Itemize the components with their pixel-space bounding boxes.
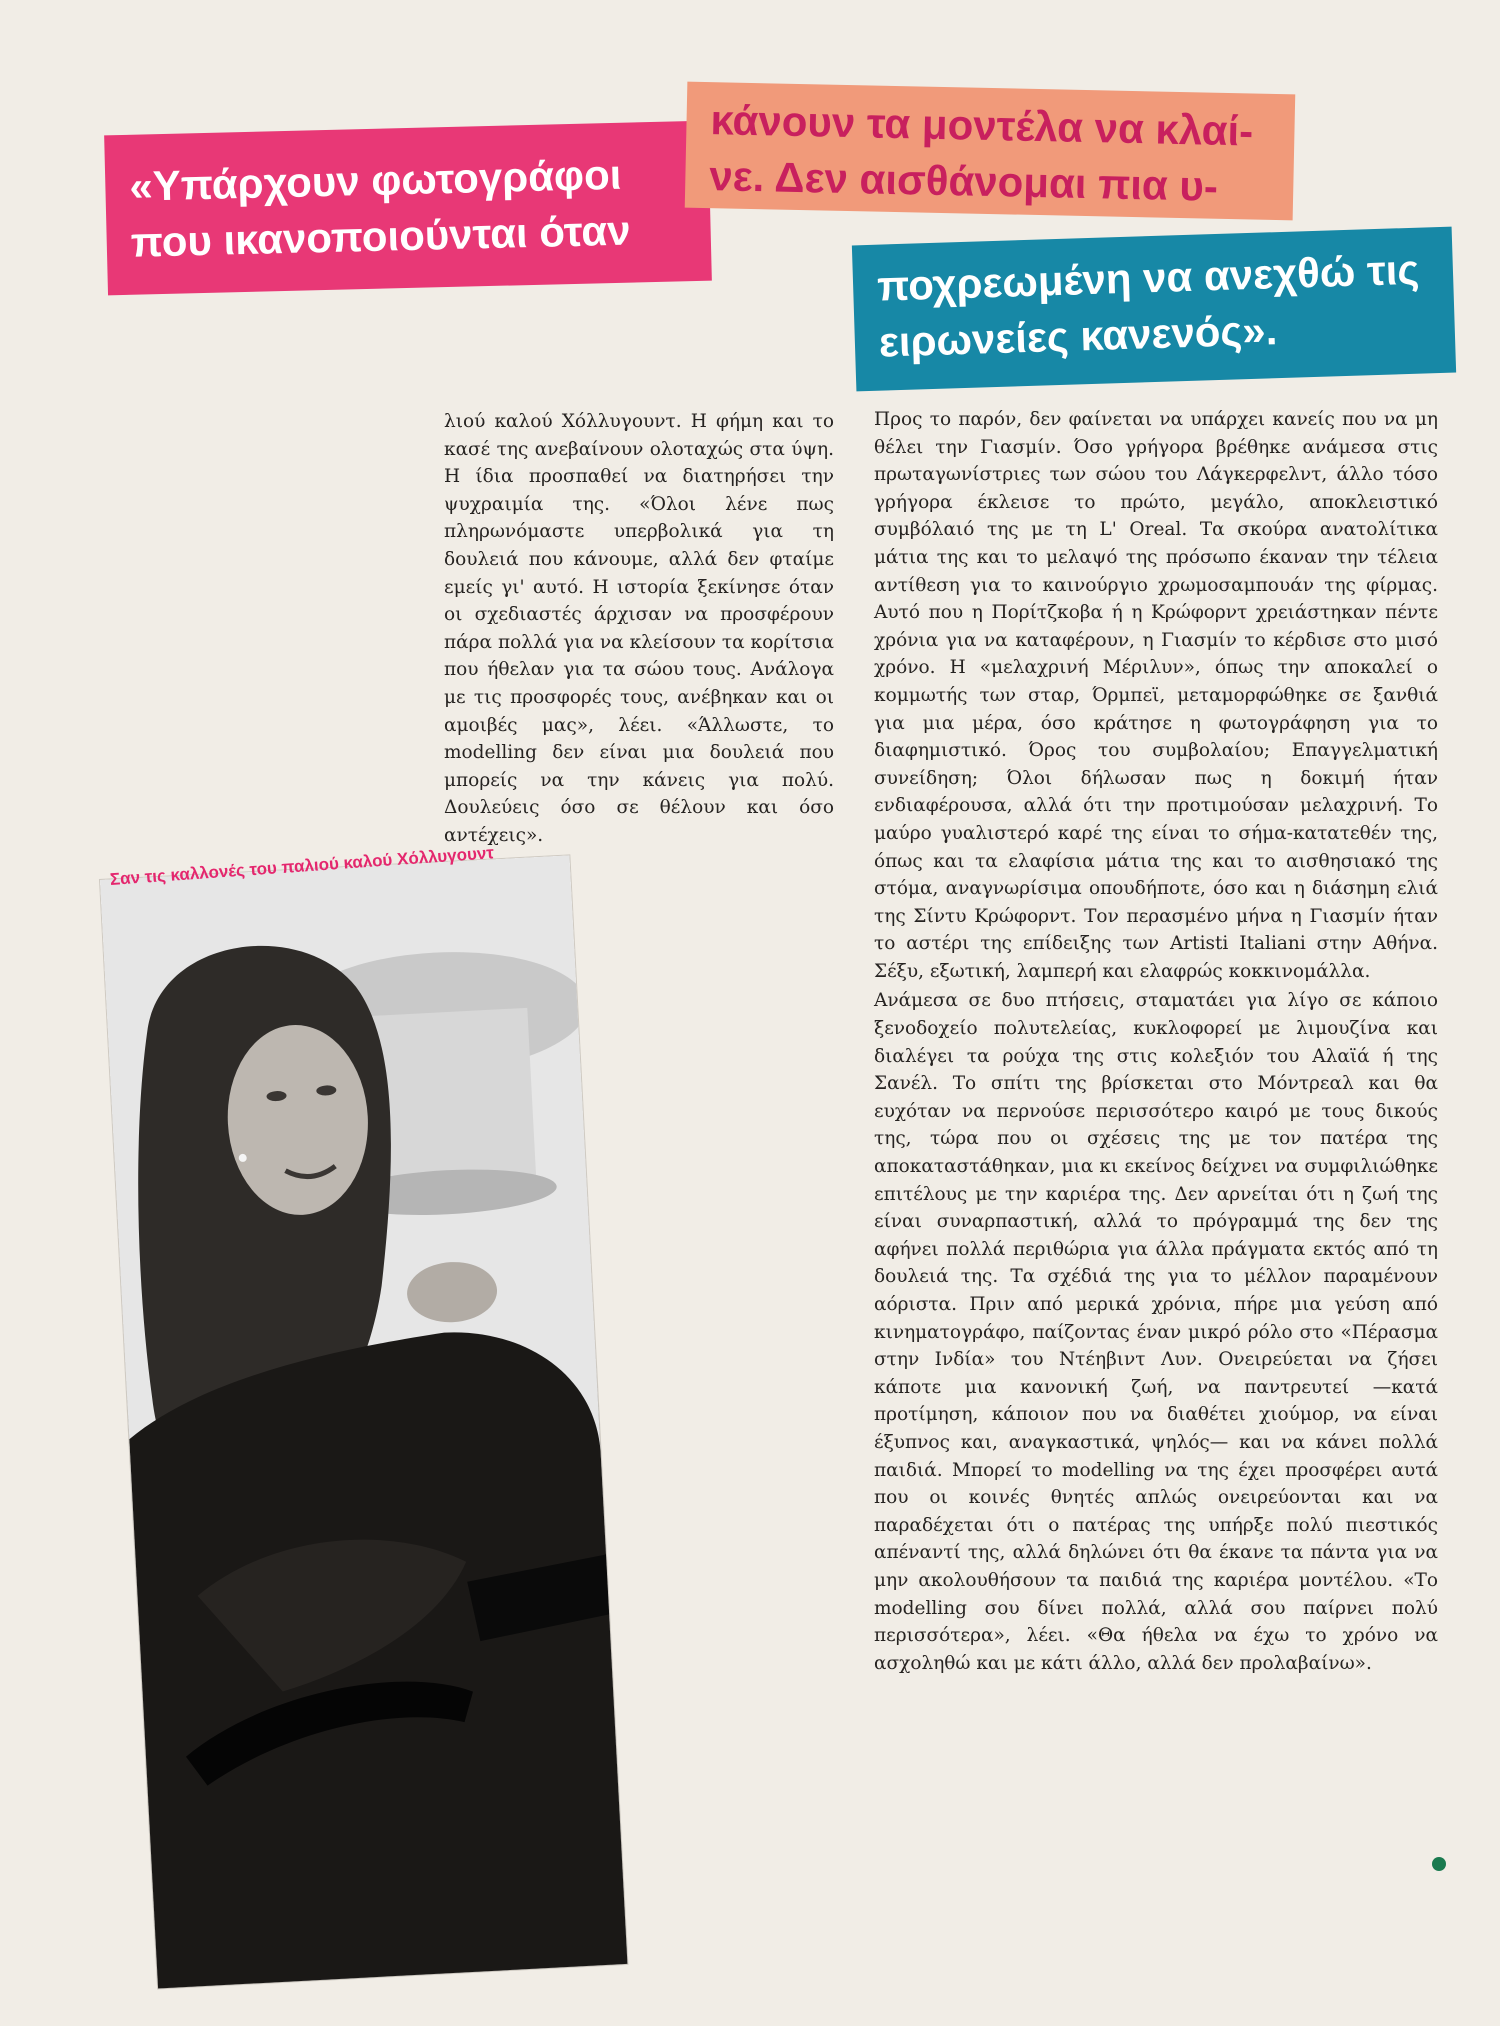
- pull-quote-line: «Υπάρχουν φωτογράφοι: [128, 150, 622, 210]
- pull-quote-teal: [852, 227, 1456, 392]
- article-column-right: [874, 406, 1438, 1677]
- article-paragraph: Ανάμεσα σε δυο πτήσεις, σταματάει για λίγο σε κάποιο ξενοδοχείο πολυτελείας, κυκλοφορεί με λιμουζίνα και διαλέγει τα ρούχα της στις κολεξιόν του Αλαϊά ή της Σανέλ. Το σπίτι της βρίσκεται στο Μόντρεαλ και θα ευχόταν να περνούσε περισσότερο καιρό με τους δικούς της, τώρα που οι σχέσεις της με τον πατέρα της αποκαταστάθηκαν, μια κι εκείνος δείχνει να συμφιλιώθηκε επιτέλους με την καριέρα της. Δεν αρνείται ότι η ζωή της είναι συναρπαστική, αλλά το πρόγραμμά της δεν της αφήνει πολλά περιθώρια για άλλα πράγματα εκτός από τη δουλειά της. Τα σχέδιά της για το μέλλον παραμένουν αόριστα. Πριν από μερικά χρόνια, πήρε μια γεύση από κινηματογράφο, παίζοντας έναν μικρό ρόλο στο «Πέρασμα στην Ινδία» του Ντέηβιντ Λυν. Ονειρεύεται να ζήσει κάποτε μια κανονική ζωή, να παντρευτεί —κατά προτίμηση, κάποιον που να διαθέτει χιούμορ, να είναι έξυπνος και, αναγκαστικά, ψηλός— και να κάνει πολλά παιδιά. Μπορεί το modelling να της έχει προσφέρει αυτά που οι κοινές θνητές απλώς ονειρεύονται και να παραδέχεται ότι ο πατέρας της υπήρξε πολύ πιεστικός απέναντί της, αλλά δηλώνει ότι θα έκανε τα πάντα για να μην ακολουθήσουν τα παιδιά της καριέρα μοντέλου. «Το modelling σου δίνει πολλά, αλλά σου παίρνει πολύ περισσότερα», λέει. «Θα ήθελα να έχω το χρόνο να ασχοληθώ και με κάτι άλλο, αλλά δεν προλαβαίνω».: [874, 990, 1438, 1674]
- article-paragraph: λιού καλού Χόλλυγουντ. Η φήμη και το κασέ της ανεβαίνουν ολοταχώς στα ύψη. Η ίδια προσπαθεί να διατηρήσει την ψυχραιμία της. «Όλοι λένε πως πληρωνόμαστε υπερβολικά για τη δουλειά που κάνουμε, αλλά δεν φταίμε εμείς γι' αυτό. Η ιστορία ξεκίνησε όταν οι σχεδιαστές άρχισαν να προσφέρουν πάρα πολλά για να κλείσουν τα κορίτσια που ήθελαν για τα σώου τους. Ανάλογα με τις προσφορές τους, ανέβηκαν και οι αμοιβές μας», λέει. «Άλλωστε, το modelling δεν είναι μια δουλειά που μπορείς να την κάνεις για πολύ. Δουλεύεις όσο σε θέλουν και όσο αντέχεις».: [444, 411, 834, 846]
- pull-quote-peach: [685, 82, 1296, 221]
- article-paragraph: Προς το παρόν, δεν φαίνεται να υπάρχει κανείς που να μη θέλει την Γιασμίν. Όσο γρήγορα βρέθηκε ανάμεσα στις πρωταγωνίστριες των σώου του Λάγκερφελντ, άλλο τόσο γρήγορα έκλεισε το πρώτο, μεγάλο, αποκλειστικό συμβόλαιό της με τη L' Oreal. Τα σκούρα ανατολίτικα μάτια της και το μελαψό της πρόσωπο έκαναν την τέλεια αντίθεση για το καινούργιο χρωμοσαμπουάν της φίρμας. Αυτό που η Πορίτζκοβα ή η Κρώφορντ χρειάστηκαν πέντε χρόνια για να καταφέρουν, η Γιασμίν το κέρδισε στο μισό χρόνο. Η «μελαχρινή Μέριλυν», όπως την αποκαλεί ο κομμωτής των σταρ, Όρμπεϊ, μεταμορφώθηκε σε ξανθιά για μια μέρα, όσο κράτησε η φωτογράφηση για το διαφημιστικό. Όρος του συμβολαίου; Επαγγελματική συνείδηση; Όλοι δήλωσαν πως η δοκιμή ήταν ενδιαφέρουσα, αλλά ότι την προτιμούσαν μελαχρινή. Το μαύρο γυαλιστερό καρέ της είναι το σήμα-κατατεθέν της, όπως και τα ελαφίσια μάτια της και το αισθησιακό της στόμα, αναγνωρίσιμα οπουδήποτε, όσο και η διάσημη ελιά της Σίντυ Κρώφορντ. Τον περασμένο μήνα η Γιασμίν ήταν το αστέρι της επίδειξης των Artisti Italiani στην Αθήνα. Σέξυ, εξωτική, λαμπερή και ελαφρώς κοκκινομάλλα.: [874, 409, 1438, 982]
- pull-quote-line: ειρωνείες κανενός».: [878, 306, 1278, 366]
- pull-quote-pink: [104, 121, 712, 296]
- pull-quote-line: κάνουν τα μοντέλα να κλαί-: [710, 96, 1254, 155]
- article-column-left: [444, 408, 834, 850]
- end-mark: [1432, 1857, 1446, 1871]
- photo-caption: Σαν τις καλλονές του παλιού καλού Χόλλυγουντ: [109, 843, 495, 889]
- pull-quote-line: ποχρεωμένη να ανεχθώ τις: [876, 245, 1420, 310]
- pull-quote-line: νε. Δεν αισθάνομαι πια υ-: [708, 152, 1219, 210]
- portrait-illustration: [100, 855, 627, 1988]
- pull-quote-line: που ικανοποιούνται όταν: [130, 206, 632, 266]
- portrait-photo: [100, 855, 627, 1988]
